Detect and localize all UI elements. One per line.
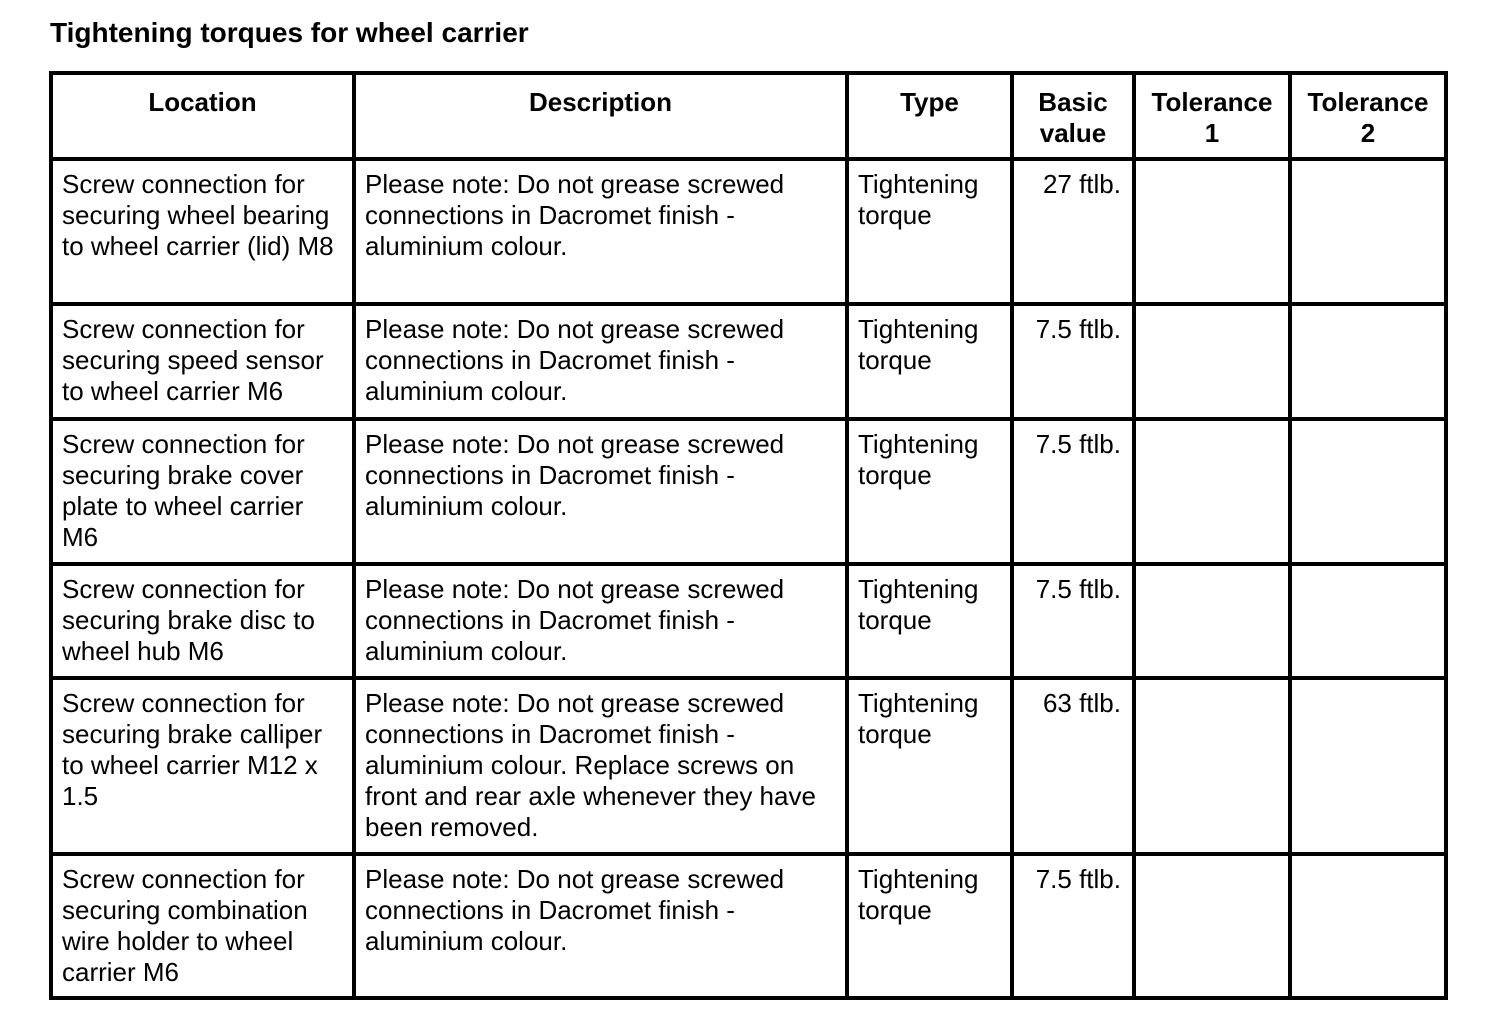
location-cell: Screw connection for securing wheel bearing to wheel carrier (lid) M8 (51, 159, 354, 304)
location-cell: Screw connection for securing brake disc to wheel hub M6 (51, 564, 354, 678)
tolerance-1-cell (1134, 304, 1290, 419)
tolerance-1-cell (1134, 678, 1290, 854)
basic-value-cell: 7.5 ftlb. (1012, 854, 1134, 998)
description-cell: Please note: Do not grease screwed connections in Dacromet finish - aluminium colour. Replace screws on front and rear axle whenever they have been removed. (354, 678, 847, 854)
location-cell: Screw connection for securing combination wire holder to wheel carrier M6 (51, 854, 354, 998)
type-cell: Tightening torque (847, 854, 1012, 998)
description-cell: Please note: Do not grease screwed connections in Dacromet finish - aluminium colour. (354, 304, 847, 419)
tolerance-1-cell (1134, 419, 1290, 564)
table-row (51, 419, 1446, 564)
tolerance-1-cell (1134, 564, 1290, 678)
column-header-basic-value: Basic value (1012, 73, 1134, 159)
type-cell: Tightening torque (847, 304, 1012, 419)
description-cell: Please note: Do not grease screwed connections in Dacromet finish - aluminium colour. (354, 564, 847, 678)
type-cell: Tightening torque (847, 678, 1012, 854)
type-cell: Tightening torque (847, 419, 1012, 564)
description-cell: Please note: Do not grease screwed connections in Dacromet finish - aluminium colour. (354, 854, 847, 998)
column-header-tolerance-1: Tolerance 1 (1134, 73, 1290, 159)
basic-value-cell: 7.5 ftlb. (1012, 419, 1134, 564)
column-header-location: Location (51, 73, 354, 159)
tolerance-2-cell (1290, 678, 1446, 854)
tolerance-1-cell (1134, 854, 1290, 998)
tolerance-1-cell (1134, 159, 1290, 304)
tolerance-2-cell (1290, 304, 1446, 419)
location-cell: Screw connection for securing brake cover plate to wheel carrier M6 (51, 419, 354, 564)
type-cell: Tightening torque (847, 159, 1012, 304)
torque-table (49, 71, 1448, 1000)
basic-value-cell: 27 ftlb. (1012, 159, 1134, 304)
tolerance-2-cell (1290, 564, 1446, 678)
basic-value-cell: 7.5 ftlb. (1012, 564, 1134, 678)
location-cell: Screw connection for securing brake calliper to wheel carrier M12 x 1.5 (51, 678, 354, 854)
type-cell: Tightening torque (847, 564, 1012, 678)
column-header-type: Type (847, 73, 1012, 159)
tolerance-2-cell (1290, 159, 1446, 304)
table-header-row (51, 73, 1446, 159)
table-row (51, 854, 1446, 998)
table-row (51, 304, 1446, 419)
table-row (51, 564, 1446, 678)
column-header-description: Description (354, 73, 847, 159)
basic-value-cell: 63 ftlb. (1012, 678, 1134, 854)
description-cell: Please note: Do not grease screwed connections in Dacromet finish - aluminium colour. (354, 159, 847, 304)
tolerance-2-cell (1290, 854, 1446, 998)
tolerance-2-cell (1290, 419, 1446, 564)
table-row (51, 159, 1446, 304)
column-header-tolerance-2: Tolerance 2 (1290, 73, 1446, 159)
page-title: Tightening torques for wheel carrier (50, 17, 529, 48)
description-cell: Please note: Do not grease screwed connections in Dacromet finish - aluminium colour. (354, 419, 847, 564)
location-cell: Screw connection for securing speed sensor to wheel carrier M6 (51, 304, 354, 419)
table-row (51, 678, 1446, 854)
basic-value-cell: 7.5 ftlb. (1012, 304, 1134, 419)
